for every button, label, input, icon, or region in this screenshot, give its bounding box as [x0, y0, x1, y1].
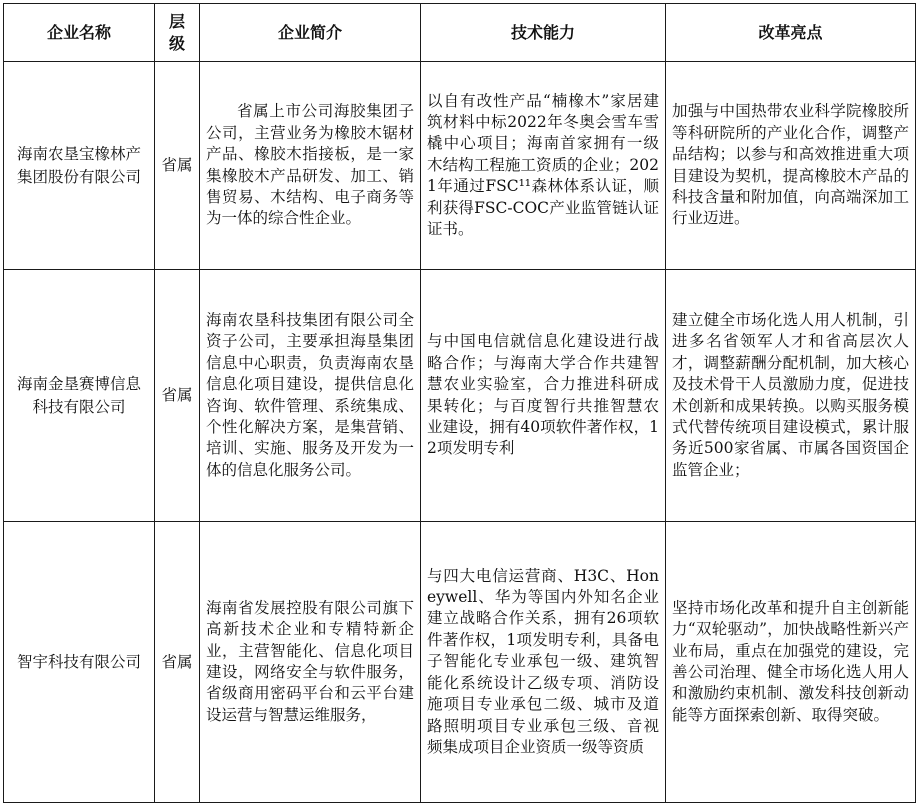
reform-cell: 加强与中国热带农业科学院橡胶所等科研院所的产业化合作，调整产品结构；以参与和高效推进重大项目建设为契机，提高橡胶木产品的科技含量和附加值，向高端深加工行业迈进。: [666, 62, 916, 270]
level-cell: 省属: [155, 270, 200, 522]
level-cell: 省属: [155, 522, 200, 803]
level-cell: 省属: [155, 62, 200, 270]
enterprise-table: [3, 3, 916, 803]
table-row: [4, 62, 916, 270]
header-reform: 改革亮点: [666, 4, 916, 62]
header-company-name: 企业名称: [4, 4, 155, 62]
tech-cell: 以自有改性产品“楠橡木”家居建筑材料中标2022年冬奥会雪车雪橇中心项目；海南首家拥有一级木结构工程施工资质的企业；2021年通过FSC¹¹森林体系认证，顺利获得FSC-COC产业监管链认证证书。: [421, 62, 666, 270]
company-name-cell: 海南金垦赛博信息科技有限公司: [4, 270, 155, 522]
table-row: [4, 522, 916, 803]
company-name-cell: 智宇科技有限公司: [4, 522, 155, 803]
intro-cell: 省属上市公司海胶集团子公司，主营业务为橡胶木锯材产品、橡胶木指接板，是一家集橡胶木产品研发、加工、销售贸易、木结构、电子商务等为一体的综合性企业。: [200, 62, 421, 270]
table-row: [4, 270, 916, 522]
company-name-cell: 海南农垦宝橡林产集团股份有限公司: [4, 62, 155, 270]
table-header-row: [4, 4, 916, 62]
intro-cell: 海南农垦科技集团有限公司全资子公司，主要承担海垦集团信息中心职责，负责海南农垦信息化项目建设，提供信息化咨询、软件管理、系统集成、个性化解决方案，是集营销、培训、实施、服务及开发为一体的信息化服务公司。: [200, 270, 421, 522]
reform-cell: 建立健全市场化选人用人机制，引进多名省领军人才和省高层次人才，调整薪酬分配机制，加大核心及技术骨干人员激励力度，促进技术创新和成果转换。以购买服务模式代替传统项目建设模式，累计服务近500家省属、市属各国资国企监管企业；: [666, 270, 916, 522]
intro-cell: 海南省发展控股有限公司旗下高新技术企业和专精特新企业，主营智能化、信息化项目建设，网络安全与软件服务，省级商用密码平台和云平台建设运营与智慧运维服务，: [200, 522, 421, 803]
reform-cell: 坚持市场化改革和提升自主创新能力“双轮驱动”，加快战略性新兴产业布局，重点在加强党的建设，完善公司治理、健全市场化选人用人和激励约束机制、激发科技创新动能等方面探索创新、取得突破。: [666, 522, 916, 803]
header-intro: 企业简介: [200, 4, 421, 62]
tech-cell: 与四大电信运营商、H3C、Honeywell、华为等国内外知名企业建立战略合作关系，拥有26项软件著作权，1项发明专利，具备电子智能化专业承包一级、建筑智能化系统设计乙级专项、消防设施项目专业承包二级、城市及道路照明项目专业承包三级、音视频集成项目企业资质一级等资质: [421, 522, 666, 803]
header-tech: 技术能力: [421, 4, 666, 62]
tech-cell: 与中国电信就信息化建设进行战略合作；与海南大学合作共建智慧农业实验室，合力推进科研成果转化；与百度智行共推智慧农业建设，拥有40项软件著作权，12项发明专利: [421, 270, 666, 522]
header-level: 层级: [155, 4, 200, 62]
